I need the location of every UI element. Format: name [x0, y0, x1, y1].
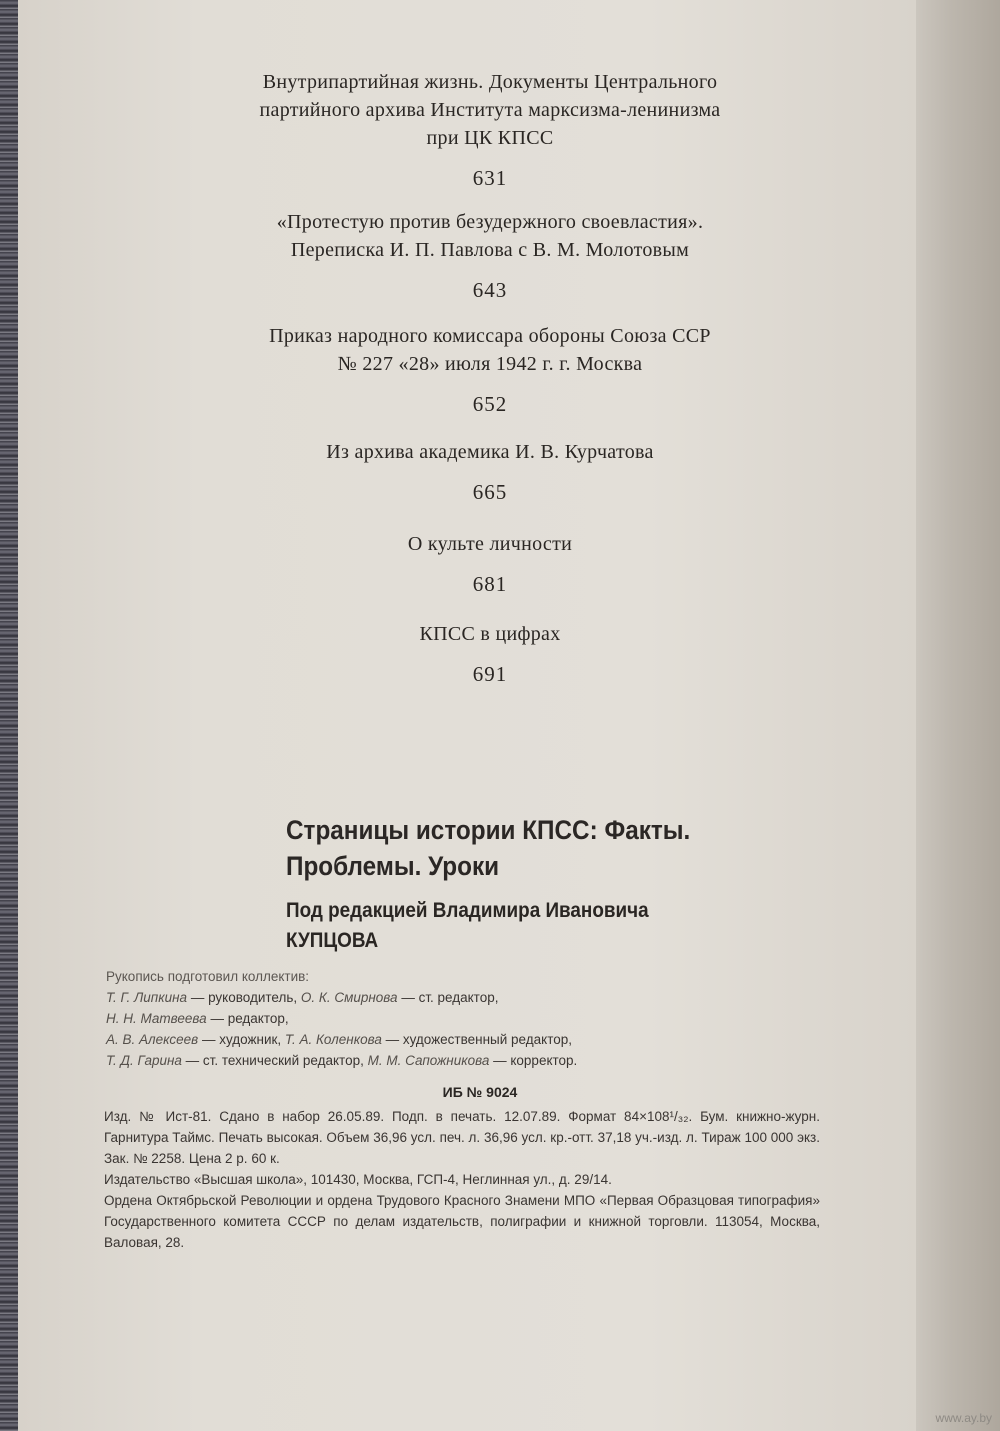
imprint-paragraph: Ордена Октябрьской Революции и ордена Трудового Красного Знамени МПО «Первая Образцовая типография» Государственного комитета СССР по делам издательств, полиграфии и книжной торговли. 113054, Москва, Валовая, 28. — [104, 1193, 820, 1250]
toc-page-number: 691 — [472, 662, 508, 686]
ib-number: ИБ № 9024 — [442, 1084, 518, 1100]
book-spine-edge — [0, 0, 18, 1431]
toc-entry — [170, 530, 810, 597]
toc-entry — [170, 68, 810, 191]
toc-title-line: Переписка И. П. Павлова с В. М. Молотовым — [290, 239, 690, 261]
book-title-line: Страницы истории КПСС: Факты. — [286, 815, 691, 845]
credit-role: — художник, — [198, 1032, 285, 1047]
imprint-paragraph: Изд. № Ист-81. Сдано в набор 26.05.89. Подп. в печать. 12.07.89. Формат 84×108¹/₃₂. Бум. книжно-журн. Гарнитура Таймс. Печать высокая. Объем 36,96 усл. печ. л. 36,96 усл. кр.-отт. 37,18 уч.-изд. л. Тираж 100 000 экз. Зак. № 2258. Цена 2 р. 60 к. — [104, 1109, 820, 1166]
toc-title-line: КПСС в цифрах — [419, 623, 561, 645]
credit-role: — руководитель, — [187, 990, 301, 1005]
toc-page-number: 681 — [472, 572, 508, 596]
credit-name: Т. Г. Липкина — [106, 990, 188, 1005]
toc-title-line: «Протестую против безудержного своевластия». — [276, 211, 704, 233]
credits-line — [106, 1029, 826, 1050]
credit-name: Н. Н. Матвеева — [106, 1011, 207, 1026]
toc-title-line: партийного архива Института марксизма-ленинизма — [259, 99, 721, 121]
credit-role: — ст. технический редактор, — [181, 1053, 368, 1068]
imprint-block — [104, 1106, 820, 1253]
credits-heading: Рукопись подготовил коллектив: — [106, 969, 310, 984]
credits-block — [106, 966, 826, 1071]
credits-line — [106, 1008, 826, 1029]
book-title — [286, 812, 790, 884]
toc-page-number: 665 — [472, 480, 508, 504]
toc-title-line: Из архива академика И. В. Курчатова — [326, 441, 654, 463]
credit-role: — редактор, — [206, 1011, 289, 1026]
book-title-line: Проблемы. Уроки — [286, 851, 500, 881]
toc-title-line: О культе личности — [407, 533, 573, 555]
toc-page-number: 643 — [472, 278, 508, 302]
toc-entry — [170, 208, 810, 303]
toc-entry — [170, 620, 810, 687]
credit-name: Т. Д. Гарина — [106, 1053, 182, 1068]
toc-title-line: № 227 «28» июля 1942 г. г. Москва — [337, 353, 643, 375]
editor-prefix: Под редакцией Владимира Ивановича — [286, 899, 649, 922]
toc-entry — [170, 438, 810, 505]
editor-credit — [286, 896, 790, 956]
credit-name: М. М. Сапожникова — [367, 1053, 490, 1068]
editor-surname: КУПЦОВА — [286, 929, 379, 952]
toc-entry — [170, 322, 810, 417]
facing-page-edge — [916, 0, 1000, 1431]
credits-line — [106, 987, 826, 1008]
toc-title-line: Внутрипартийная жизнь. Документы Центрального — [262, 71, 718, 93]
credit-role: — ст. редактор, — [397, 990, 499, 1005]
credit-name: А. В. Алексеев — [106, 1032, 199, 1047]
credit-role: — художественный редактор, — [381, 1032, 572, 1047]
credit-name: О. К. Смирнова — [300, 990, 398, 1005]
credit-name: Т. А. Коленкова — [284, 1032, 382, 1047]
credit-role: — корректор. — [489, 1053, 578, 1068]
watermark: www.ay.by — [935, 1411, 992, 1425]
toc-title-line: Приказ народного комиссара обороны Союза ССР — [269, 325, 711, 347]
credits-line — [106, 1050, 826, 1071]
toc-page-number: 631 — [472, 166, 508, 190]
toc-title-line: при ЦК КПСС — [426, 127, 554, 149]
imprint-paragraph: Издательство «Высшая школа», 101430, Москва, ГСП-4, Неглинная ул., д. 29/14. — [104, 1172, 612, 1187]
toc-page-number: 652 — [472, 392, 508, 416]
